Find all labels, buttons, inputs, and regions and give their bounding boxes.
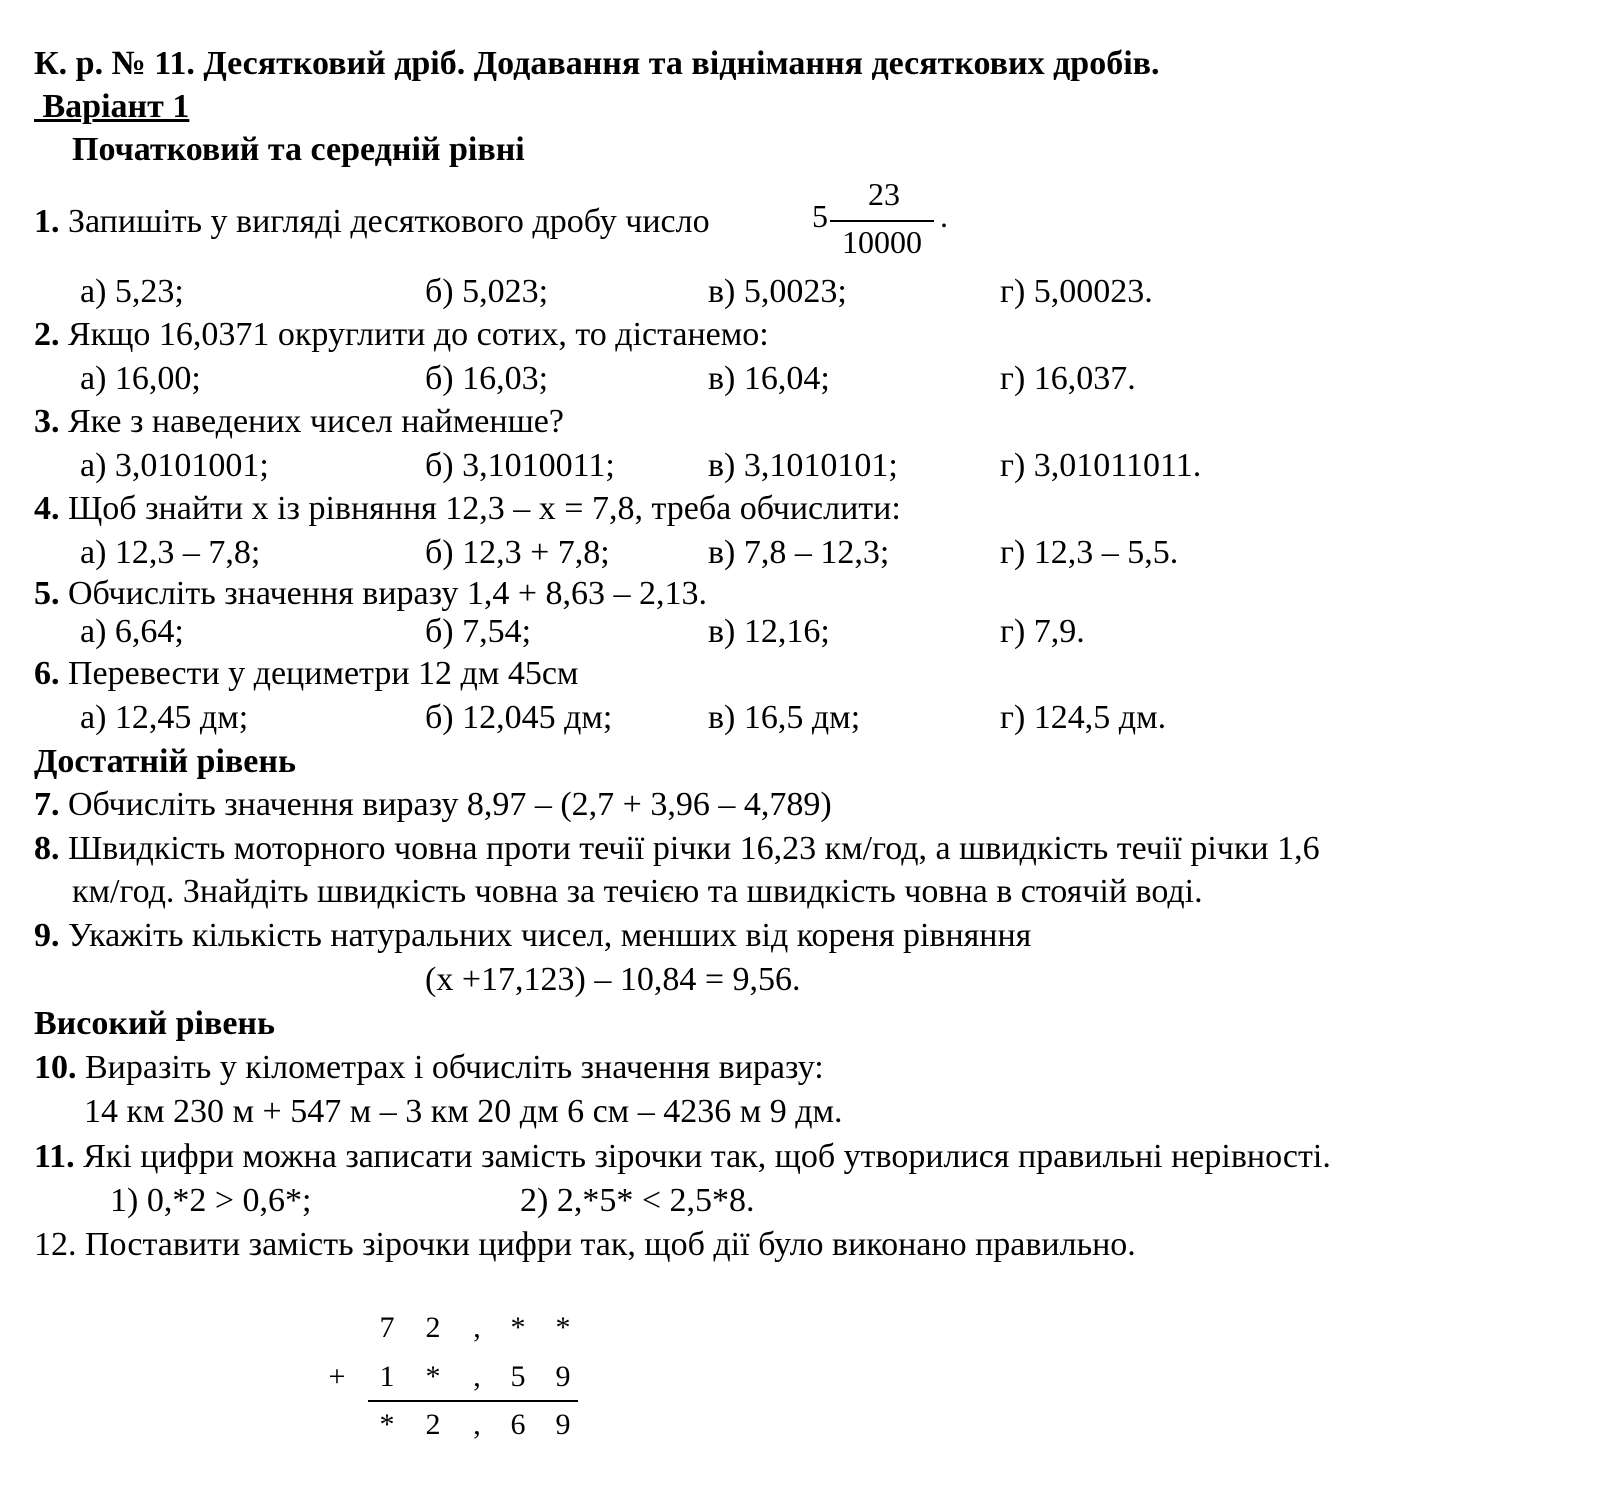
sum-row3-digit: * — [379, 1408, 395, 1441]
question-text: Перевести у дециметри 12 дм 45см — [68, 655, 579, 692]
level-heading-2: Достатній рівень — [34, 743, 296, 780]
sum-rule — [368, 1400, 578, 1402]
q5-option-b: б) 7,54; — [425, 613, 532, 650]
level-heading-1: Початковий та середній рівні — [72, 131, 525, 168]
q6-option-c: в) 16,5 дм; — [708, 699, 861, 736]
question-10-expression: 14 км 230 м + 547 м – 3 км 20 дм 6 см – 4236 м 9 дм. — [84, 1093, 843, 1130]
question-text: Обчисліть значення виразу 1,4 + 8,63 – 2,13. — [68, 575, 708, 612]
question-10 — [34, 1048, 824, 1088]
fraction-denominator: 10000 — [842, 224, 922, 260]
question-number: 1. — [34, 203, 60, 240]
question-number: 3. — [34, 403, 60, 440]
q6-option-a: а) 12,45 дм; — [80, 699, 249, 736]
q3-option-c: в) 3,1010101; — [708, 447, 898, 484]
question-12: 12. Поставити замість зірочки цифри так, щоб дії було виконано правильно. — [34, 1226, 1136, 1263]
question-number: 4. — [34, 490, 60, 527]
fraction-numerator: 23 — [868, 176, 900, 212]
q3-option-a: а) 3,0101001; — [80, 447, 269, 484]
sum-row2-comma: , — [473, 1360, 481, 1393]
question-number: 8. — [34, 830, 60, 867]
q4-option-d: г) 12,3 – 5,5. — [1000, 534, 1179, 571]
question-number: 2. — [34, 316, 60, 353]
question-text: Яке з наведених чисел найменше? — [68, 403, 564, 440]
question-number: 11. — [34, 1138, 75, 1175]
sum-row1-digit: * — [555, 1311, 571, 1344]
variant-text: Варіант 1 — [42, 88, 190, 125]
question-number: 9. — [34, 917, 60, 954]
question-6 — [34, 654, 578, 694]
question-text: Виразіть у кілометрах і обчисліть значення виразу: — [85, 1049, 824, 1086]
q5-option-c: в) 12,16; — [708, 613, 830, 650]
q1-option-c: в) 5,0023; — [708, 273, 847, 310]
q11-item-2: 2) 2,*5* < 2,5*8. — [520, 1182, 755, 1219]
plus-sign: + — [328, 1360, 346, 1393]
question-number: 10. — [34, 1049, 77, 1086]
question-number: 7. — [34, 786, 60, 823]
fraction-whole: 5 — [812, 198, 828, 234]
question-8 — [34, 829, 1320, 869]
q1-option-a: а) 5,23; — [80, 273, 184, 310]
sum-row3-digit: 6 — [510, 1408, 526, 1441]
sum-row3-comma: , — [473, 1408, 481, 1441]
q4-option-a: а) 12,3 – 7,8; — [80, 534, 261, 571]
sum-row1-digit: * — [510, 1311, 526, 1344]
q4-option-c: в) 7,8 – 12,3; — [708, 534, 890, 571]
q5-option-a: а) 6,64; — [80, 613, 184, 650]
q4-option-b: б) 12,3 + 7,8; — [425, 534, 610, 571]
question-text: Швидкість моторного човна проти течії річки 16,23 км/год, а швидкість течії річки 1,6 — [68, 830, 1320, 867]
sum-row3-digit: 9 — [555, 1408, 571, 1441]
question-number: 5. — [34, 575, 60, 612]
question-4 — [34, 489, 901, 529]
question-9 — [34, 916, 1031, 956]
sum-row2-digit: 1 — [379, 1360, 395, 1393]
question-text: Укажіть кількість натуральних чисел, менших від кореня рівняння — [68, 917, 1032, 954]
fraction-bar — [830, 220, 934, 222]
question-text: Щоб знайти x із рівняння 12,3 – x = 7,8, треба обчислити: — [68, 490, 901, 527]
mixed-fraction — [812, 176, 962, 268]
q2-option-c: в) 16,04; — [708, 360, 830, 397]
question-11 — [34, 1137, 1331, 1177]
sum-row1-comma: , — [473, 1311, 481, 1344]
question-3 — [34, 402, 564, 442]
sum-row2-digit: * — [425, 1360, 441, 1393]
q3-option-d: г) 3,01011011. — [1000, 447, 1202, 484]
sum-row1-digit: 7 — [379, 1311, 395, 1344]
sum-row2-digit: 5 — [510, 1360, 526, 1393]
sum-row3-digit: 2 — [425, 1408, 441, 1441]
q2-option-b: б) 16,03; — [425, 360, 549, 397]
question-text: Якщо 16,0371 округлити до сотих, то дістанемо: — [68, 316, 769, 353]
question-7 — [34, 785, 832, 825]
sum-row2-digit: 9 — [555, 1360, 571, 1393]
question-5 — [34, 574, 707, 614]
question-2 — [34, 315, 769, 355]
q6-option-d: г) 124,5 дм. — [1000, 699, 1167, 736]
q5-option-d: г) 7,9. — [1000, 613, 1085, 650]
question-9-equation: (x +17,123) – 10,84 = 9,56. — [425, 961, 801, 998]
question-text: Обчисліть значення виразу 8,97 – (2,7 + 3,96 – 4,789) — [68, 786, 832, 823]
q2-option-a: а) 16,00; — [80, 360, 201, 397]
q1-option-d: г) 5,00023. — [1000, 273, 1153, 310]
q6-option-b: б) 12,045 дм; — [425, 699, 613, 736]
question-text: Запишіть у вигляді десяткового дробу число — [68, 203, 710, 240]
q2-option-d: г) 16,037. — [1000, 360, 1136, 397]
question-text: Які цифри можна записати замість зірочки так, щоб утворилися правильні нерівності. — [83, 1138, 1331, 1175]
fraction-period: . — [940, 198, 948, 234]
sum-row1-digit: 2 — [425, 1311, 441, 1344]
question-1 — [34, 202, 710, 242]
question-8-continued: км/год. Знайдіть швидкість човна за течією та швидкість човна в стоячій воді. — [72, 873, 1203, 910]
level-heading-3: Високий рівень — [34, 1005, 276, 1042]
question-number: 6. — [34, 655, 60, 692]
variant-label — [34, 87, 189, 127]
q3-option-b: б) 3,1010011; — [425, 447, 615, 484]
document-title: К. р. № 11. Десятковий дріб. Додавання та віднімання десяткових дробів. — [34, 45, 1160, 82]
q1-option-b: б) 5,023; — [425, 273, 549, 310]
q11-item-1: 1) 0,*2 > 0,6*; — [110, 1182, 312, 1219]
